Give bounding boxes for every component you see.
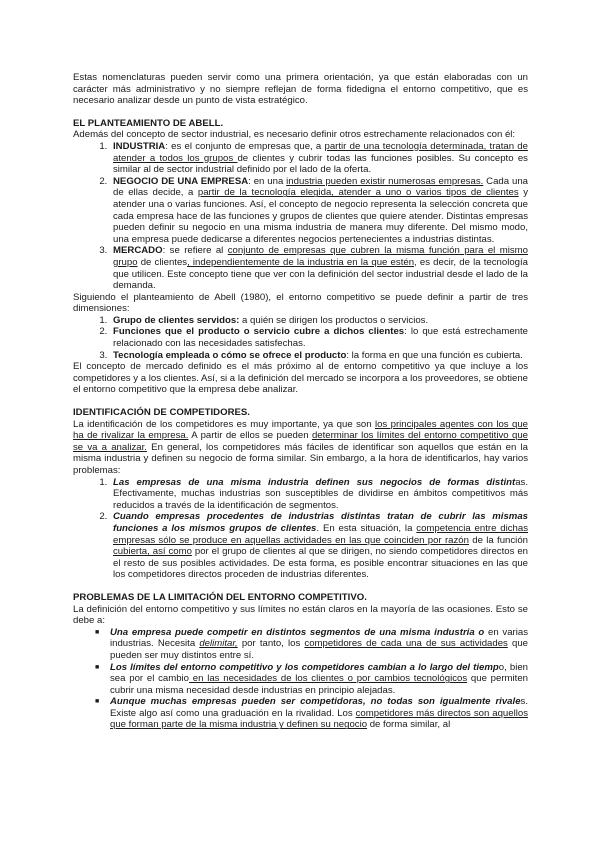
abell-definitions-list [73, 141, 528, 292]
dimension-item: 1. Grupo de clientes servidos: a quién se dirigen los productos o servicios. [110, 315, 528, 327]
limit-item: ■ Una empresa puede competir en distintos segmentos de una misma industria o en varias industrias. Necesita delimitar, por tanto, los competidores de cada una de sus actividades que pueden ser muy distintos entre sí. [95, 626, 529, 661]
intro-paragraph: Estas nomenclaturas pueden servir como una primera orientación, ya que están elaboradas con un carácter más administrativo y no siempre reflejan de forma fidedigna el entorno competitivo, que es necesario analizar desde un punto de vista estratégico. [73, 72, 528, 107]
problem-item: 2. Cuando empresas procedentes de industrias distintas tratan de cubrir las mismas funciones a los mismos grupos de clientes. En esta situación, la competencia entre dichas empresas sólo se produce en aquellas actividades en las que coinciden por razón de la función cubierta, así como por el grupo de clientes al que se dirigen, no siendo competidores directos en el resto de sus posibles actividades. De esta forma, es posible encontrar situaciones en las que los competidores directos proceden de industrias diferentes. [110, 511, 528, 581]
abell-followup: Siguiendo el planteamiento de Abell (1980), el entorno competitivo se puede definir a partir de tres dimensiones: [73, 291, 528, 315]
abell-heading: EL PLANTEAMIENTO DE ABELL. [73, 117, 224, 129]
square-bullet-icon: ■ [95, 663, 100, 671]
definition-mercado: 3. MERCADO: se refiere al conjunto de empresas que cubren la misma función para el mismo grupo de clientes, independientemente de la industria en la que estén, es decir, de la tecnología que utilicen. Este concepto tiene que ver con la definición del sector industrial desde el lado de la demanda. [110, 245, 528, 291]
definition-negocio: 2. NEGOCIO DE UNA EMPRESA: en una industria pueden existir numerosas empresas. Cada una de ellas decide, a partir de la tecnología elegida, atender a uno o varios tipos de clientes y atender una o varias funciones. Así, el concepto de negocio representa la selección concreta que cada empresa hace de las funciones y grupos de clientes que quiere atender. Distintas empresas pueden definir su negocio en una misma industria de manera muy diferente. Del mismo modo, una empresa puede dedicarse a diferentes negocios pertenecientes a industrias distintas. [110, 176, 528, 246]
dimension-item: 3. Tecnología empleada o cómo se ofrece el producto: la forma en que una función es cubierta. [110, 350, 528, 362]
limit-item: ■ Los límites del entorno competitivo y los competidores cambian a lo largo del tiempo, bien sea por el cambio en las necesidades de los clientes o por cambios tecnológicos que permiten cubrir una misma necesidad desde industrias en principio alejadas. [95, 661, 528, 696]
competitors-heading: IDENTIFICACIÓN DE COMPETIDORES. [73, 407, 250, 419]
definition-industria: 1. INDUSTRIA: es el conjunto de empresas que, a partir de una tecnología determinada, tratan de atender a todos los grupos de clientes y cubrir todas las funciones posibles. Su concepto es similar al de sector industrial definido por el lado de la oferta. [110, 141, 528, 176]
problem-item: 1. Las empresas de una misma industria definen sus negocios de formas distintas. Efectivamente, muchas industrias son susceptibles de dividirse en ámbitos competitivos más reducidos a través de la identificación de segmentos. [110, 477, 528, 512]
abell-lead: Además del concepto de sector industrial, es necesario definir otros estrechamente relacionados con él: [73, 129, 516, 141]
limits-list [73, 627, 528, 731]
abell-closing: El concepto de mercado definido es el más próximo al de entorno competitivo ya que incluye a los competidores y a los clientes. Así, si a la definición del mercado se incorpora a los proveedores, se obtiene el entorno competitivo que la empresa debe analizar. [73, 361, 528, 396]
competitor-problems-list [73, 477, 528, 581]
limits-heading: PROBLEMAS DE LA LIMITACIÓN DEL ENTORNO COMPETITIVO. [73, 591, 367, 603]
square-bullet-icon: ■ [95, 628, 100, 636]
competitors-paragraph: La identificación de los competidores es muy importante, ya que son los principales agentes con los que ha de rivalizar la empresa. A partir de ellos se pueden determinar los límites del entorno competitivo que se va a analizar. En general, los competidores más fáciles de identificar son aquellos que están en la misma industria y definen su negocio de forma similar. Sin embargo, a la hora de identificarlos, hay varios problemas: [73, 418, 529, 476]
dimensions-list [73, 315, 528, 361]
limits-lead: La definición del entorno competitivo y sus límites no están claros en la mayoría de las ocasiones. Esto se debe a: [73, 603, 528, 627]
square-bullet-icon: ■ [95, 698, 100, 706]
dimension-item: 2. Funciones que el producto o servicio cubre a dichos clientes: lo que está estrechamente relacionado con las necesidades satisfechas. [110, 326, 528, 349]
document-page [73, 72, 528, 731]
limit-item: ■ Aunque muchas empresas pueden ser competidoras, no todas son igualmente rivales. Existe algo así como una graduación en la rivalidad. Los competidores más directos son aquellos que forman parte de la misma industria y definen su negocio de forma similar, al [95, 696, 528, 731]
